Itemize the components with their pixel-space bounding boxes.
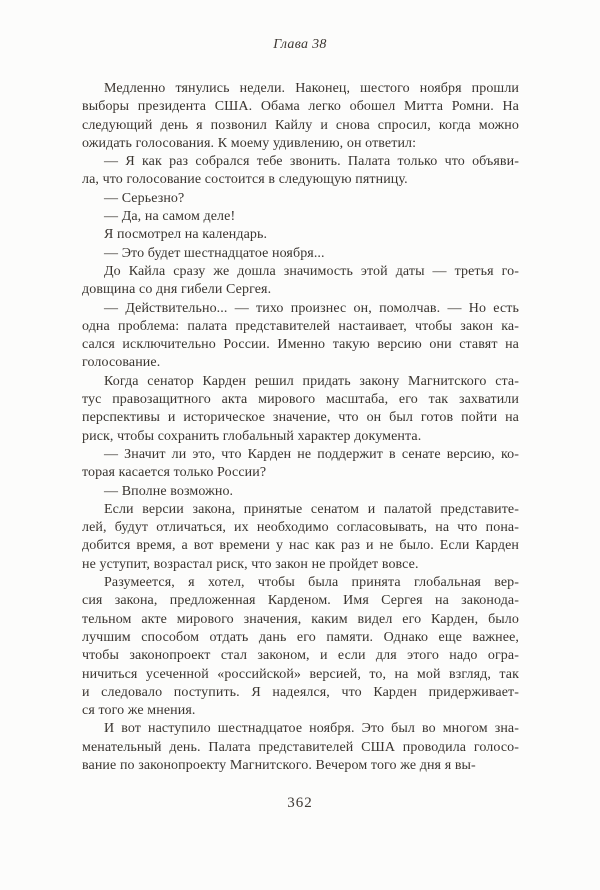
paragraph bbox=[82, 373, 519, 446]
text-line: одна проблема: палата представителей настаивает, чтобы закон ка- bbox=[82, 318, 519, 334]
text-line: ла, что голосование состоится в следующую пятницу. bbox=[82, 172, 408, 188]
text-line: перспективы и историческое значение, что он был готов пойти на bbox=[82, 410, 519, 426]
paragraph bbox=[82, 263, 519, 300]
text-line: Если версии закона, принятые сенатом и палатой представите- bbox=[104, 501, 519, 517]
text-line: Я посмотрел на календарь. bbox=[104, 227, 268, 243]
paragraph bbox=[82, 190, 519, 208]
text-line: — Да, на самом деле! bbox=[104, 209, 236, 225]
paragraph bbox=[82, 501, 519, 574]
text-line: тус правозащитного акта мирового масштаба, его так захватили bbox=[82, 392, 519, 408]
text-line: — Вполне возможно. bbox=[104, 483, 234, 499]
text-line: тельном акте мирового значения, каким видел его Карден, было bbox=[82, 611, 519, 627]
paragraph bbox=[82, 226, 519, 244]
text-line: До Кайла сразу же дошла значимость этой даты — третья го- bbox=[104, 263, 519, 279]
text-line: чтобы законопроект стал законом, и если для этого надо огра- bbox=[82, 648, 519, 664]
text-line: не уступит, возрастал риск, что закон не пройдет вовсе. bbox=[82, 556, 419, 572]
text-line: довщина со дня гибели Сергея. bbox=[82, 282, 272, 298]
text-line: Когда сенатор Карден решил придать закону Магнитского ста- bbox=[104, 373, 519, 389]
paragraph bbox=[82, 153, 519, 190]
page-number: 362 bbox=[287, 795, 313, 811]
paragraph bbox=[82, 80, 519, 153]
text-line: риск, чтобы сохранить глобальный характер документа. bbox=[82, 428, 422, 444]
text-line: — Я как раз собрался тебе звонить. Палата только что объяви- bbox=[104, 154, 519, 170]
text-line: торая касается только России? bbox=[82, 465, 267, 481]
text-line: менательный день. Палата представителей США проводила голосо- bbox=[82, 739, 519, 755]
text-line: — Серьезно? bbox=[104, 190, 185, 206]
paragraph bbox=[82, 208, 519, 226]
text-line: лей, будут отличаться, их необходимо согласовывать, на что пона- bbox=[82, 520, 519, 536]
paragraph bbox=[82, 574, 519, 720]
text-line: Разумеется, я хотел, чтобы была принята глобальная вер- bbox=[104, 575, 519, 591]
paragraph bbox=[82, 245, 519, 263]
text-line: сия закона, предложенная Карденом. Имя Сергея на законода- bbox=[82, 593, 519, 609]
text-line: ничиться усеченной «российской» версией, то, на мой взгляд, так bbox=[82, 666, 519, 682]
paragraph bbox=[82, 446, 519, 483]
text-line: — Действительно... — тихо произнес он, помолчав. — Но есть bbox=[104, 300, 519, 316]
text-line: добится время, а вот времени у нас как раз и не было. Если Карден bbox=[82, 538, 519, 554]
text-line: лучшим способом отдать дань его памяти. Однако еще важнее, bbox=[82, 629, 519, 645]
text-line: — Это будет шестнадцатое ноября... bbox=[104, 245, 325, 261]
text-line: И вот наступило шестнадцатое ноября. Это был во многом зна- bbox=[104, 721, 519, 737]
paragraph bbox=[82, 300, 519, 373]
text-line: ожидать голосования. К моему удивлению, он ответил: bbox=[82, 135, 417, 151]
text-line: ся того же мнения. bbox=[82, 703, 196, 719]
paragraph bbox=[82, 483, 519, 501]
text-line: голосование. bbox=[82, 355, 161, 371]
chapter-running-head: Глава 38 bbox=[273, 37, 327, 52]
text-line: Медленно тянулись недели. Наконец, шестого ноября прошли bbox=[104, 81, 519, 96]
text-line: выборы президента США. Обама легко обошел Митта Ромни. На bbox=[82, 99, 519, 115]
text-line: и следовало поступить. Я надеялся, что Карден придерживает- bbox=[82, 684, 519, 700]
body-text bbox=[82, 80, 519, 775]
text-line: — Значит ли это, что Карден не поддержит в сенате версию, ко- bbox=[104, 446, 519, 462]
paragraph bbox=[82, 720, 519, 775]
text-line: вание по законопроекту Магнитского. Вечером того же дня я вы- bbox=[82, 757, 476, 773]
text-line: сался исключительно России. Именно такую версию они ставят на bbox=[82, 337, 519, 353]
text-line: следующий день я позвонил Кайлу и снова спросил, когда можно bbox=[82, 117, 519, 133]
